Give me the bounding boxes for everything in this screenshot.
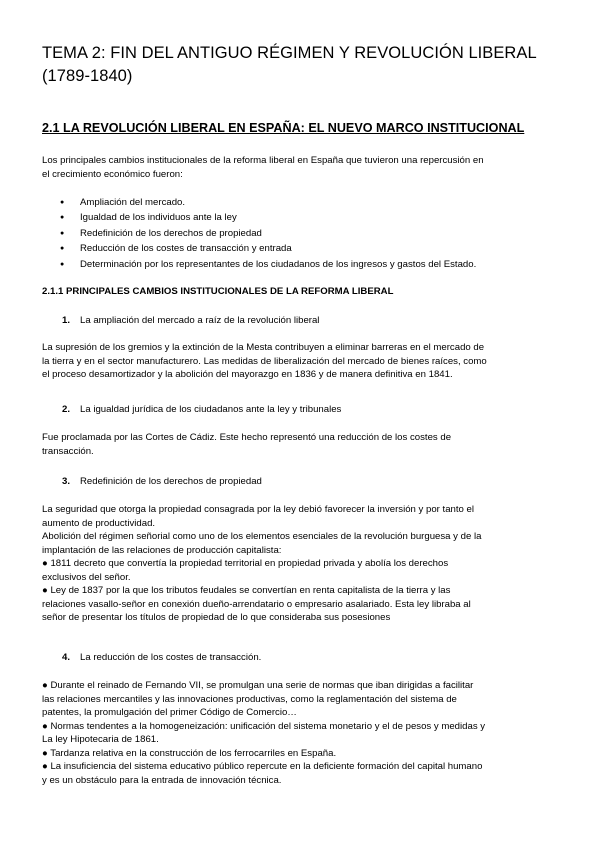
section-heading: 2.1 LA REVOLUCIÓN LIBERAL EN ESPAÑA: EL NUEVO MARCO INSTITUCIONAL	[42, 121, 525, 135]
item-3-paragraph	[42, 503, 567, 625]
text-line: y es un obstáculo para la entrada de innovación técnica.	[42, 774, 282, 786]
title-line-2: (1789-1840)	[42, 67, 133, 85]
item-title: La ampliación del mercado a raíz de la revolución liberal	[80, 315, 320, 326]
text-line: ● La insuficiencia del sistema educativo público repercute en la deficiente formación del capital humano	[42, 761, 483, 772]
text-line: las relaciones mercantiles y las innovaciones productivas, como la reglamentación del sistema de	[42, 693, 457, 705]
title-line-1: TEMA 2: FIN DEL ANTIGUO RÉGIMEN Y REVOLUCIÓN LIBERAL	[42, 44, 537, 62]
text-line: ● Durante el reinado de Fernando VII, se promulgan una serie de normas que iban dirigidas a facilitar	[42, 680, 474, 691]
item-title: La igualdad jurídica de los ciudadanos ante la ley y tribunales	[80, 404, 342, 415]
intro-line: el crecimiento económico fueron:	[42, 168, 183, 180]
document-title	[42, 42, 572, 88]
item-number: 2.	[62, 404, 71, 415]
text-line: aumento de productividad.	[42, 517, 156, 529]
item-2-paragraph	[42, 431, 567, 458]
text-line: exclusivos del señor.	[42, 571, 131, 583]
numbered-heading-3	[62, 475, 262, 488]
item-1-paragraph	[42, 341, 567, 382]
changes-list	[60, 195, 580, 272]
text-line: señor de presentar los títulos de propiedad de lo que consideraba sus posesiones	[42, 612, 391, 623]
list-item: ● Ampliación del mercado.	[60, 195, 580, 210]
text-line: La ley Hipotecaria de 1861.	[42, 734, 159, 745]
text-line: relaciones vasallo-señor en conexión dueño-arrendatario o empresario asalariado. Esta ley libraba al	[42, 598, 471, 610]
text-line: transacción.	[42, 445, 94, 457]
text-line: La supresión de los gremios y la extinción de la Mesta contribuyen a eliminar barreras en el mercado de	[42, 342, 485, 353]
list-item: ● Determinación por los representantes de los ciudadanos de los ingresos y gastos del Estado.	[60, 257, 580, 272]
text-line: La seguridad que otorga la propiedad consagrada por la ley debió favorecer la inversión y por tanto el	[42, 504, 474, 515]
list-item: ● Redefinición de los derechos de propiedad	[60, 226, 580, 241]
text-line: implantación de las relaciones de producción capitalista:	[42, 544, 282, 556]
text-line: el proceso desamortizador y la abolición del mayorazgo en 1836 y de manera definitiva en 1841.	[42, 369, 453, 380]
text-line: patentes, la promulgación del primer Código de Comercio…	[42, 707, 297, 718]
numbered-heading-1	[62, 314, 319, 327]
item-title: La reducción de los costes de transacción.	[80, 652, 262, 663]
text-line: ● 1811 decreto que convertía la propiedad territorial en propiedad privada y abolía los derechos	[42, 558, 449, 569]
item-4-paragraph	[42, 679, 567, 787]
list-item: ● Reducción de los costes de transacción y entrada	[60, 241, 580, 256]
list-item: ● Igualdad de los individuos ante la ley	[60, 210, 580, 225]
text-line: la tierra y en el sector manufacturero. Las medidas de liberalización del mercado de bienes raíces, como	[42, 355, 487, 367]
text-line: Fue proclamada por las Cortes de Cádiz. Este hecho representó una reducción de los costes de	[42, 432, 452, 443]
item-number: 4.	[62, 652, 71, 663]
item-title: Redefinición de los derechos de propiedad	[80, 476, 262, 487]
numbered-heading-4	[62, 651, 261, 664]
subsection-heading: 2.1.1 PRINCIPALES CAMBIOS INSTITUCIONALES DE LA REFORMA LIBERAL	[42, 286, 394, 297]
text-line: ● Normas tendentes a la homogeneización: unificación del sistema monetario y el de pesos y medidas y	[42, 720, 486, 732]
intro-line: Los principales cambios institucionales de la reforma liberal en España que tuvieron una repercusión en	[42, 155, 484, 166]
numbered-heading-2	[62, 403, 341, 416]
intro-paragraph	[42, 154, 562, 181]
item-number: 1.	[62, 315, 71, 326]
text-line: Abolición del régimen señorial como uno de los elementos esenciales de la revolución burguesa y de la	[42, 531, 482, 542]
item-number: 3.	[62, 476, 71, 487]
text-line: ● Tardanza relativa en la construcción de los ferrocarriles en España.	[42, 747, 337, 759]
text-line: ● Ley de 1837 por la que los tributos feudales se convertían en renta capitalista de la tierra y las	[42, 585, 451, 596]
